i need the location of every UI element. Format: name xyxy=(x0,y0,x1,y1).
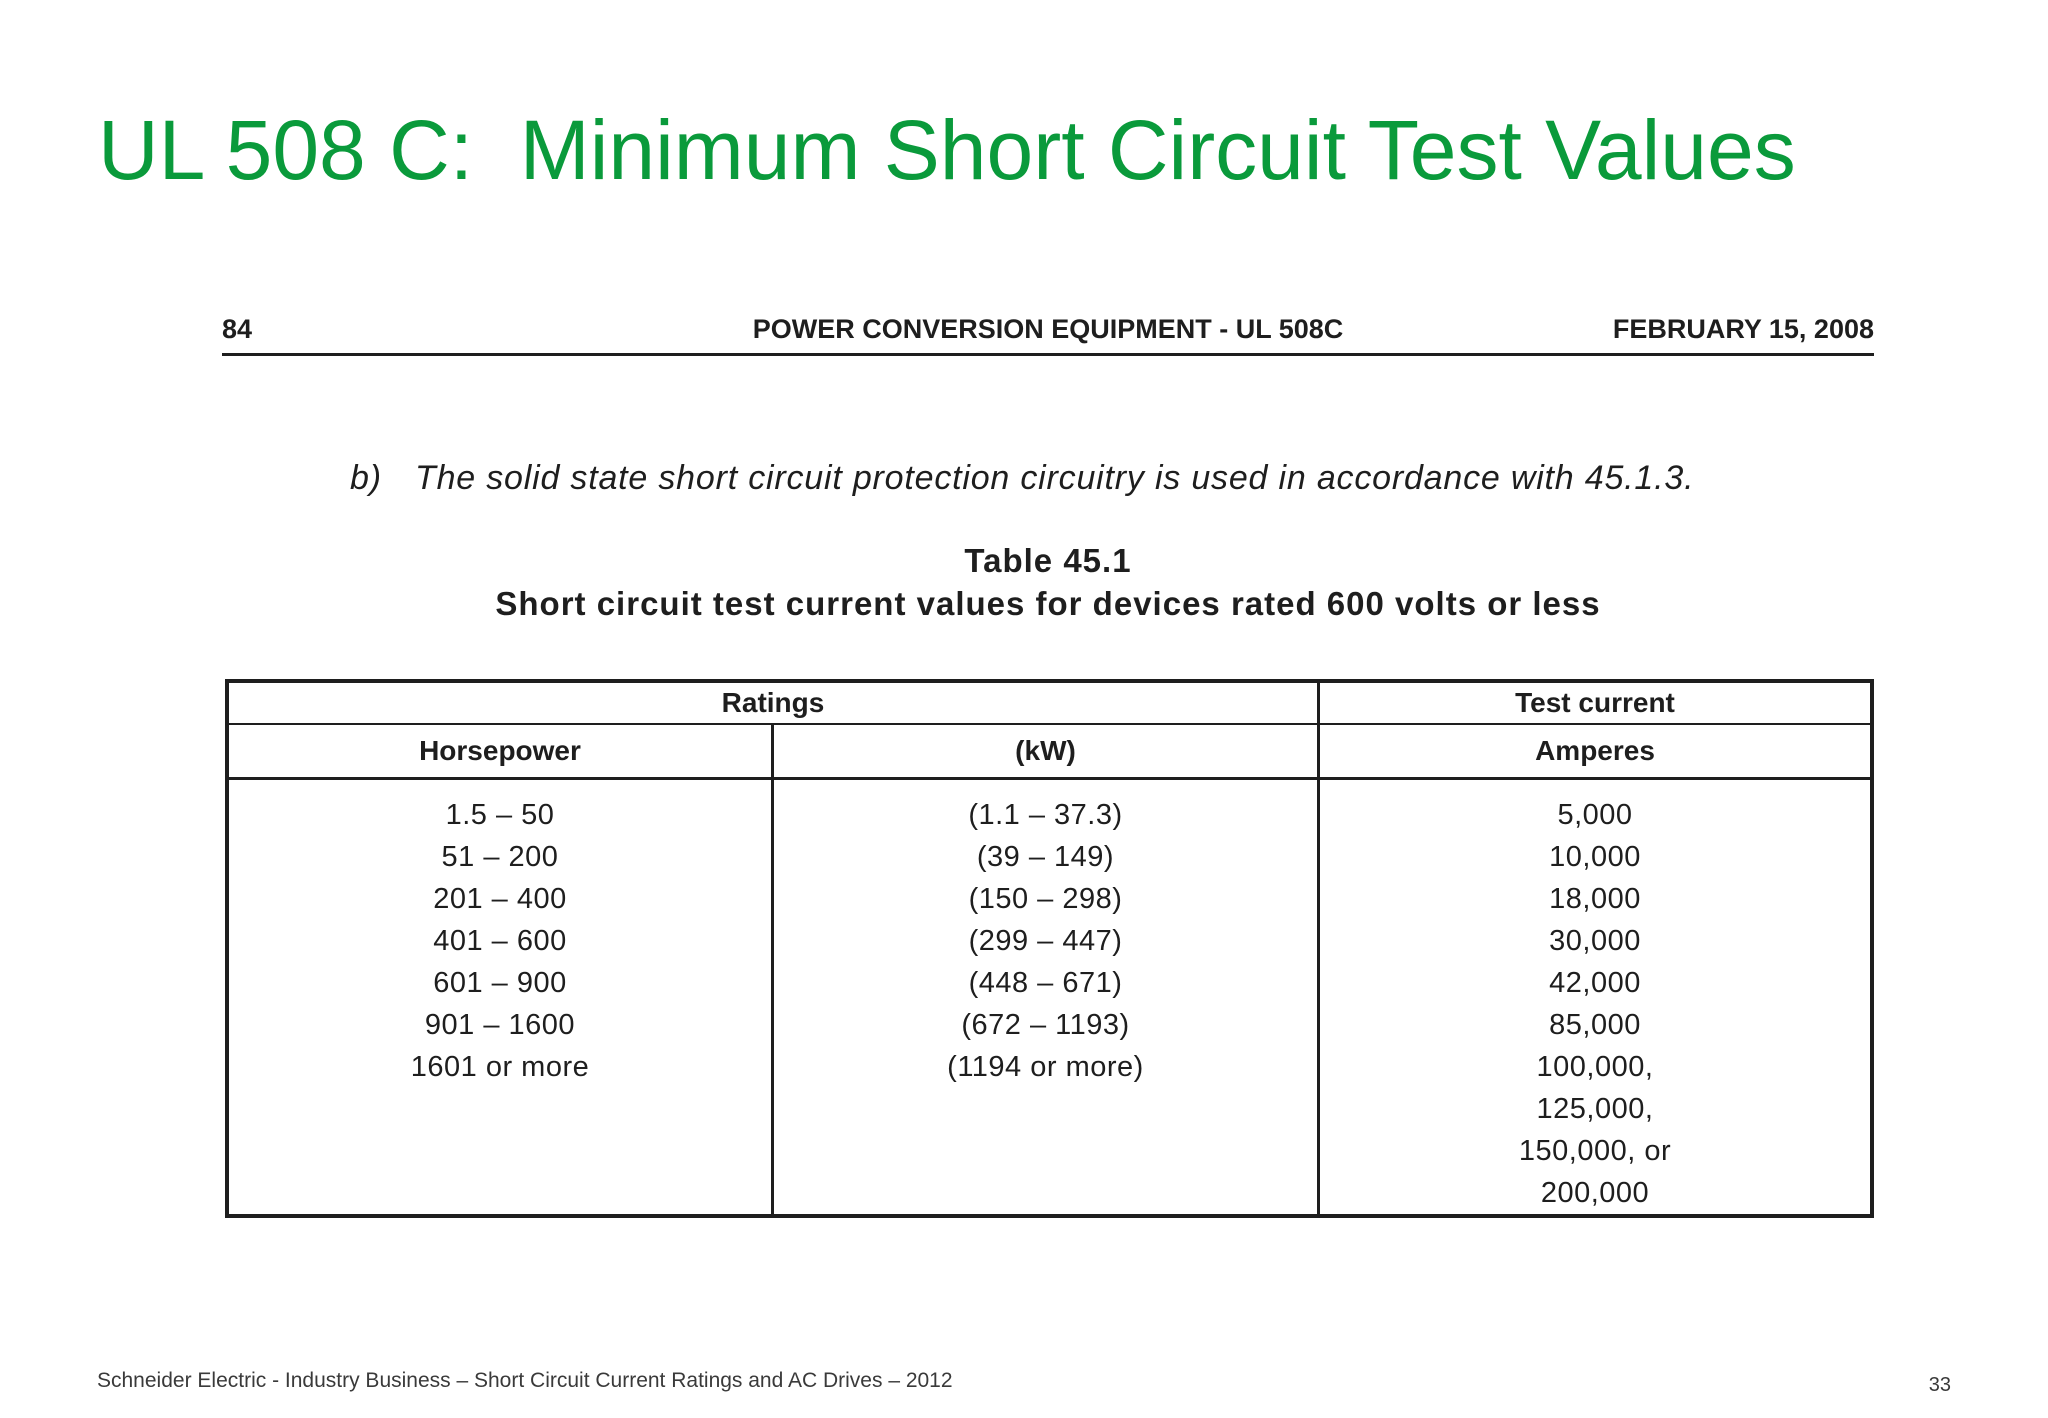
document-running-header xyxy=(222,310,1874,356)
table-cell-kw: (299 – 447) xyxy=(968,925,1123,957)
table-subtitle: Short circuit test current values for devices rated 600 volts or less xyxy=(495,585,1601,622)
column-header-kw: (kW) xyxy=(774,725,1320,780)
slide-footer: Schneider Electric - Industry Business – Short Circuit Current Ratings and AC Drives – 2012 xyxy=(97,1369,953,1392)
table-cell-horsepower: 51 – 200 xyxy=(441,841,559,873)
table-cell-horsepower: 601 – 900 xyxy=(433,967,567,999)
table-cell-kw: (448 – 671) xyxy=(968,967,1123,999)
group-header-test-current: Test current xyxy=(1320,683,1870,725)
table-cell-amperes: 150,000, or xyxy=(1518,1135,1672,1167)
table-cell-kw: (39 – 149) xyxy=(976,841,1115,873)
table-cell-amperes: 125,000, xyxy=(1536,1093,1654,1125)
table-cell-horsepower: 1.5 – 50 xyxy=(445,799,555,831)
table-cell-amperes: 5,000 xyxy=(1557,799,1633,831)
document-page-number: 84 xyxy=(222,314,253,344)
table-cell-horsepower: 201 – 400 xyxy=(433,883,567,915)
column-header-amperes: Amperes xyxy=(1320,725,1870,780)
kw-column xyxy=(774,780,1320,1214)
table-cell-kw: (1.1 – 37.3) xyxy=(968,799,1123,831)
table-cell-horsepower: 401 – 600 xyxy=(433,925,567,957)
table-cell-amperes: 100,000, xyxy=(1536,1051,1654,1083)
table-cell-amperes: 200,000 xyxy=(1540,1177,1650,1209)
table-cell-kw: (150 – 298) xyxy=(968,883,1123,915)
clause-text: The solid state short circuit protection circuitry is used in accordance with 45.1.3. xyxy=(415,459,1695,497)
horsepower-column xyxy=(229,780,774,1214)
table-cell-amperes: 85,000 xyxy=(1549,1009,1641,1041)
table-cell-amperes: 42,000 xyxy=(1549,967,1641,999)
table-cell-horsepower: 1601 or more xyxy=(410,1051,590,1083)
table-cell-amperes: 30,000 xyxy=(1549,925,1641,957)
table-cell-amperes: 10,000 xyxy=(1549,841,1641,873)
column-header-horsepower: Horsepower xyxy=(229,725,774,780)
slide-title: UL 508 C: Minimum Short Circuit Test Values xyxy=(98,103,1796,197)
document-date: FEBRUARY 15, 2008 xyxy=(1612,314,1874,344)
table-cell-kw: (672 – 1193) xyxy=(961,1009,1130,1041)
amperes-column xyxy=(1320,780,1870,1214)
table-caption: Table 45.1 xyxy=(964,542,1132,579)
group-header-ratings: Ratings xyxy=(229,683,1320,725)
clause-label: b) xyxy=(350,459,382,497)
short-circuit-test-table xyxy=(225,679,1874,1218)
slide-page-number: 33 xyxy=(1928,1374,1951,1396)
table-cell-horsepower: 901 – 1600 xyxy=(424,1009,576,1041)
document-standard-title: POWER CONVERSION EQUIPMENT - UL 508C xyxy=(752,314,1344,344)
table-cell-kw: (1194 or more) xyxy=(947,1051,1144,1083)
table-cell-amperes: 18,000 xyxy=(1549,883,1641,915)
